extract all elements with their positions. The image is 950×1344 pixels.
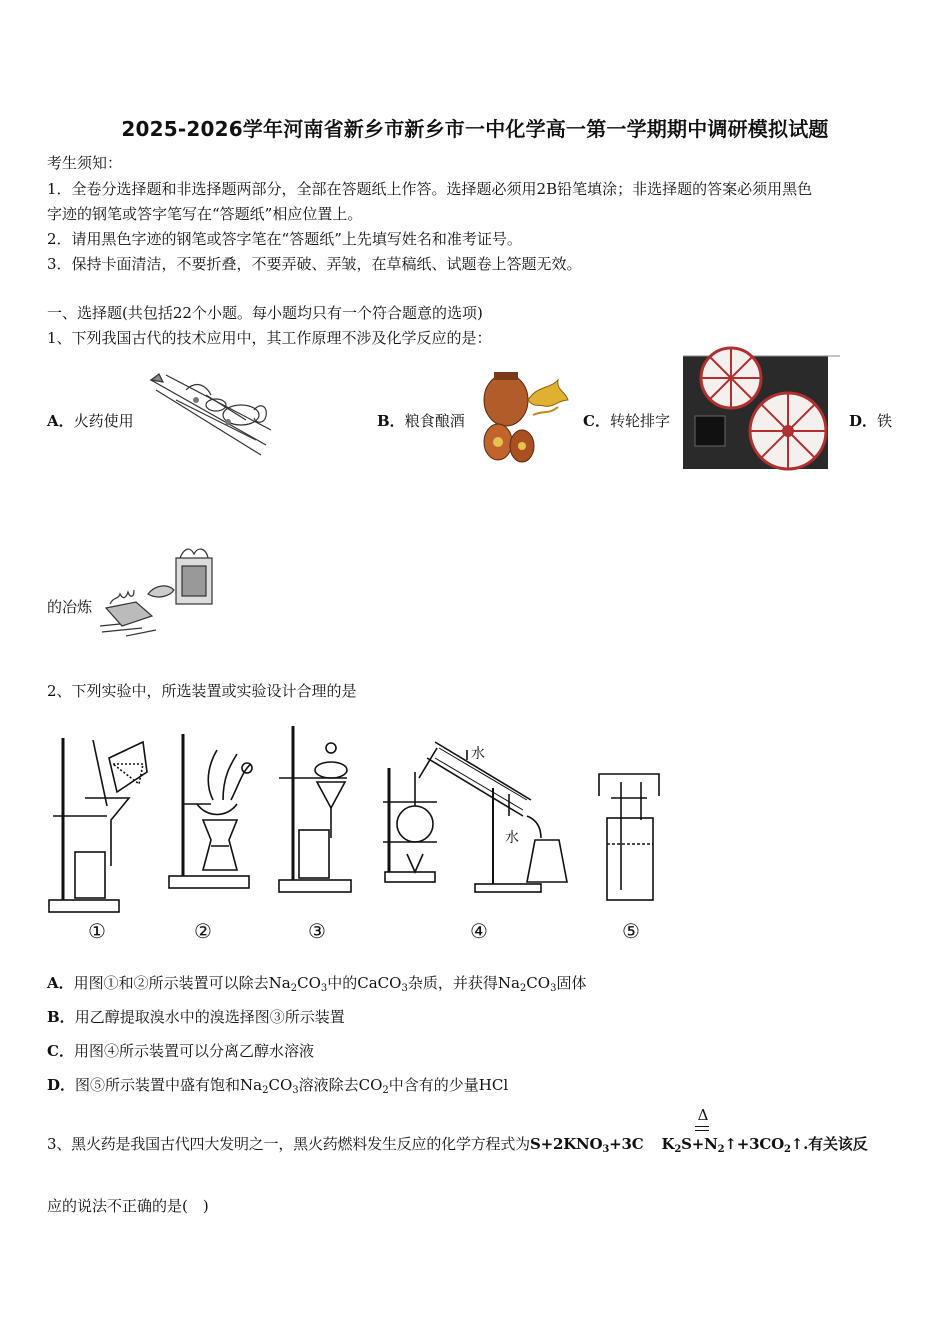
q2-option-c-text: 用图④所示装置可以分离乙醇水溶液 (73, 1042, 314, 1060)
apparatus-3-separatory-funnel (279, 726, 351, 892)
equation-part: +3C (609, 1135, 644, 1153)
subscript: 2 (784, 1144, 791, 1155)
fig-label-5: ⑤ (622, 919, 640, 943)
q2-option-a-letter: A． (47, 974, 74, 992)
page-title: 2025-2026学年河南省新乡市新乡市一中化学高一第一学期期中调研模拟试题 (121, 117, 829, 141)
q2-option-a-text: 杂质，并获得Na (407, 974, 520, 992)
q2-option-d-text: 中含有的少量HCl (388, 1076, 509, 1094)
q3-stem (47, 1133, 867, 1154)
q2-option-a-text: 用图①和②所示装置可以除去Na (73, 974, 291, 992)
q1-option-b-text: 粮食酿酒 (404, 412, 465, 430)
q1-option-c-text: 转轮排字 (609, 412, 670, 430)
subscript: 3 (602, 1144, 610, 1155)
notice-heading: 考生须知： (47, 154, 123, 172)
equation-part: S+2KNO (529, 1135, 603, 1153)
q1-option-d-text-1: 铁 (877, 412, 893, 430)
q1-option-b-letter: B． (377, 412, 405, 430)
q2-option-d-text: CO (268, 1076, 293, 1094)
notice-item-2: 2．请用黑色字迹的钢笔或答字笔在“答题纸”上先填写姓名和准考证号。 (47, 230, 522, 248)
q2-option-a-text: 中的CaCO (327, 974, 402, 992)
apparatus-5-wash-bottle (599, 774, 659, 900)
subscript: 2 (290, 983, 298, 994)
notice-item-1-line-2: 字迹的钢笔或答字笔写在“答题纸”相应位置上。 (47, 205, 363, 223)
apparatus-2-evaporation (169, 734, 252, 888)
wine-jar-image (478, 370, 570, 466)
q1-option-a-text: 火药使用 (73, 412, 134, 430)
q1-option-b[interactable] (377, 410, 465, 431)
subscript: 2 (382, 1085, 389, 1096)
equation-part: S+N (681, 1135, 718, 1153)
q2-option-d-text: 图⑤所示装置中盛有饱和Na (75, 1076, 263, 1094)
q2-option-c-letter: C． (47, 1042, 74, 1060)
water-label-out: 水 (505, 830, 519, 846)
q2-option-a-text: CO (526, 974, 551, 992)
subscript: 2 (519, 983, 527, 994)
q2-stem: 2、下列实验中，所选装置或实验设计合理的是 (47, 682, 357, 700)
q2-option-c[interactable] (47, 1040, 314, 1061)
type-wheel-image (683, 356, 840, 469)
subscript: 3 (550, 983, 557, 994)
notice-item-1-line-1: 1．全卷分选择题和非选择题两部分，全部在答题纸上作答。选择题必须用2B铅笔填涂；非选择题的答案必须用黑色 (47, 180, 813, 198)
q1-option-a-letter: A． (47, 412, 74, 430)
equation-part: ↑+3CO (724, 1135, 785, 1153)
q2-option-b[interactable] (47, 1006, 345, 1027)
iron-smelting-image (96, 546, 220, 642)
subscript: 3 (401, 983, 408, 994)
subscript: 2 (674, 1144, 682, 1155)
q1-option-d[interactable] (849, 410, 892, 431)
lab-apparatus-figure (47, 720, 667, 950)
equation-part: K (661, 1135, 675, 1153)
reaction-equals-line (695, 1126, 709, 1131)
q1-option-a[interactable] (47, 410, 134, 431)
q3-equation-right (662, 1135, 868, 1153)
q2-option-a-text: 固体 (556, 974, 587, 992)
subscript: 3 (292, 1085, 299, 1096)
notice-item-3: 3．保持卡面清洁，不要折叠，不要弄破、弄皱，在草稿纸、试题卷上答题无效。 (47, 255, 582, 273)
fig-label-1: ① (88, 919, 106, 943)
fire-arrow-image (146, 370, 276, 460)
q1-option-d-letter: D． (849, 412, 878, 430)
q2-option-d[interactable] (47, 1074, 508, 1095)
q3-equation-left (530, 1135, 644, 1153)
fig-label-4: ④ (470, 919, 488, 943)
q1-option-c-letter: C． (583, 412, 610, 430)
apparatus-1-filtration (49, 738, 147, 912)
q2-option-d-letter: D． (47, 1076, 76, 1094)
water-label-in: 水 (471, 746, 485, 762)
section-heading: 一、选择题(共包括22个小题。每小题均只有一个符合题意的选项) (47, 304, 483, 322)
subscript: 2 (262, 1085, 269, 1096)
apparatus-4-distillation (383, 742, 567, 892)
q2-option-a-text: CO (297, 974, 321, 992)
q2-option-b-letter: B． (47, 1008, 75, 1026)
q2-option-d-text: 溶液除去CO (298, 1076, 383, 1094)
fig-label-3: ③ (308, 919, 326, 943)
subscript: 2 (717, 1144, 725, 1155)
q3-stem-end: 应的说法不正确的是( ) (47, 1197, 209, 1215)
q1-option-c[interactable] (583, 410, 670, 431)
subscript: 3 (320, 983, 328, 994)
q1-option-d-text-2: 的冶炼 (47, 598, 93, 616)
q3-stem-text: 3、黑火药是我国古代四大发明之一，黑火药燃料发生反应的化学方程式为 (47, 1135, 530, 1153)
q1-stem: 1、下列我国古代的技术应用中，其工作原理不涉及化学反应的是： (47, 329, 492, 347)
equation-part: ↑.有关该反 (790, 1135, 868, 1153)
fig-label-2: ② (194, 919, 212, 943)
reaction-condition-delta: Δ (697, 1106, 709, 1124)
q2-option-a[interactable] (47, 972, 586, 993)
q2-option-b-text: 用乙醇提取溴水中的溴选择图③所示装置 (74, 1008, 345, 1026)
